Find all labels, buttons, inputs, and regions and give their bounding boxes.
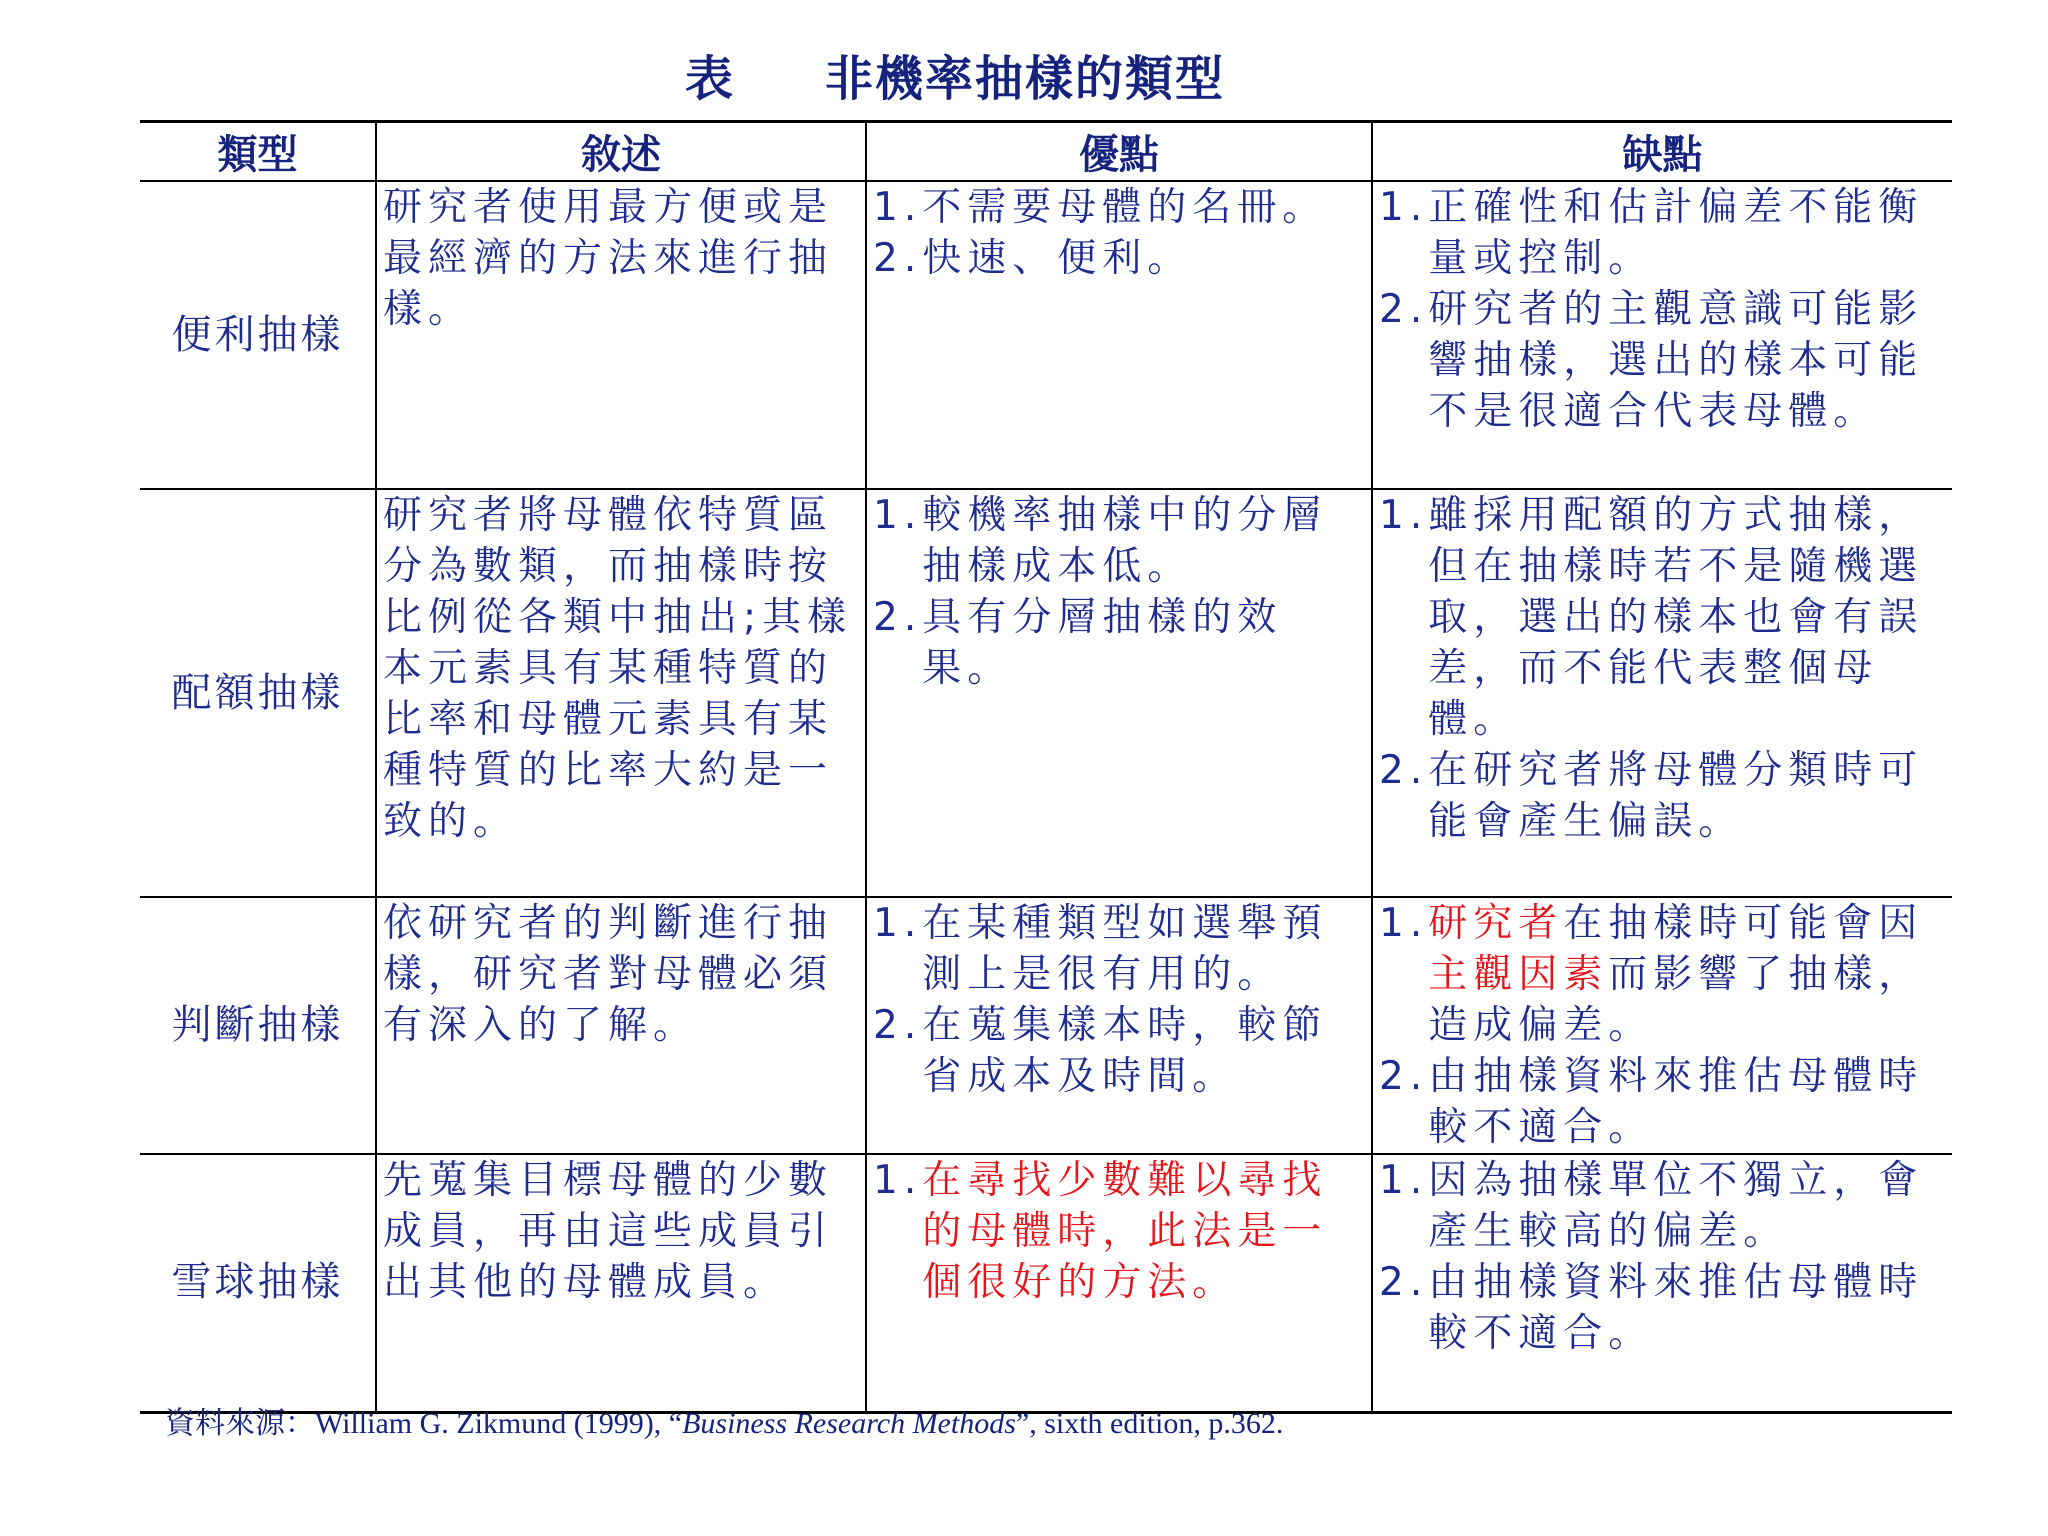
table-row <box>140 897 1952 1154</box>
source-tail: ”, sixth edition, p.362. <box>1015 1407 1284 1440</box>
item-number: 2. <box>1379 287 1429 332</box>
source-label: 資料來源： <box>165 1407 315 1440</box>
item-text: 在某種類型如選舉預測上是很有用的。 <box>922 901 1328 997</box>
highlight-text: 研究者 <box>1428 901 1564 946</box>
item-number: 1. <box>1379 901 1429 946</box>
cons-item <box>1379 1051 1946 1153</box>
plain-text: 而影響了抽樣，造成偏差。 <box>1428 952 1924 1048</box>
cons-item <box>1379 1257 1946 1359</box>
title-text: 非機率抽樣的類型 <box>825 51 1226 107</box>
sampling-types-table <box>140 120 1952 1414</box>
cons-item <box>1379 745 1946 847</box>
pros-item <box>873 182 1365 233</box>
item-text: 由抽樣資料來推估母體時較不適合。 <box>1428 1260 1924 1356</box>
item-number: 2. <box>1379 748 1429 793</box>
item-text: 由抽樣資料來推估母體時較不適合。 <box>1428 1054 1924 1150</box>
item-number: 1. <box>1379 493 1429 538</box>
type-cell: 便利抽樣 <box>140 181 376 489</box>
description-cell: 研究者將母體依特質區分為數類，而抽樣時按比例從各類中抽出;其樣本元素具有某種特質的比率和母體元素具有某種特質的比率大約是一致的。 <box>376 489 866 897</box>
item-text: 快速、便利。 <box>922 236 1193 281</box>
pros-cell <box>866 181 1372 489</box>
item-number: 2. <box>873 1003 923 1048</box>
pros-cell <box>866 897 1372 1154</box>
item-text: 不需要母體的名冊。 <box>922 185 1328 230</box>
item-number: 1. <box>873 185 923 230</box>
table-row <box>140 181 1952 489</box>
item-number: 2. <box>1379 1260 1429 1305</box>
pros-item <box>873 490 1365 592</box>
pros-item <box>873 1000 1365 1102</box>
cons-item <box>1379 898 1946 1051</box>
highlight-text: 主觀因素 <box>1428 952 1609 997</box>
table-row <box>140 1154 1952 1412</box>
header-cons: 缺點 <box>1372 122 1952 182</box>
header-type: 類型 <box>140 122 376 182</box>
type-cell: 判斷抽樣 <box>140 897 376 1154</box>
item-number: 2. <box>1379 1054 1429 1099</box>
item-number: 1. <box>873 901 923 946</box>
pros-item <box>873 233 1365 284</box>
cons-cell <box>1372 181 1952 489</box>
item-text: 正確性和估計偏差不能衡量或控制。 <box>1428 185 1924 281</box>
pros-item <box>873 898 1365 1000</box>
item-text <box>1428 898 1946 1051</box>
item-text: 研究者的主觀意識可能影響抽樣，選出的樣本可能不是很適合代表母體。 <box>1428 287 1924 434</box>
type-cell: 配額抽樣 <box>140 489 376 897</box>
item-number: 2. <box>873 236 923 281</box>
table-row <box>140 489 1952 897</box>
pros-item <box>873 1155 1365 1308</box>
item-number: 1. <box>1379 185 1429 230</box>
source-book-title: Business Research Methods <box>682 1407 1016 1440</box>
item-number: 1. <box>873 1158 923 1203</box>
source-author: William G. Zikmund (1999), “ <box>315 1407 683 1440</box>
item-number: 1. <box>1379 1158 1429 1203</box>
cons-item <box>1379 284 1946 437</box>
title-prefix: 表 <box>684 51 735 107</box>
item-text: 在研究者將母體分類時可能會產生偏誤。 <box>1428 748 1924 844</box>
cons-item <box>1379 182 1946 284</box>
pros-cell <box>866 1154 1372 1412</box>
header-pros: 優點 <box>866 122 1372 182</box>
highlight-text: 在尋找少數難以尋找的母體時，此法是一個很好的方法。 <box>922 1158 1328 1305</box>
item-text: 較機率抽樣中的分層抽樣成本低。 <box>922 493 1328 589</box>
pros-cell <box>866 489 1372 897</box>
header-row <box>140 122 1952 182</box>
item-text: 雖採用配額的方式抽樣，但在抽樣時若不是隨機選取，選出的樣本也會有誤差，而不能代表整個母體。 <box>1428 493 1924 742</box>
description-cell: 先蒐集目標母體的少數成員，再由這些成員引出其他的母體成員。 <box>376 1154 866 1412</box>
item-text: 在蒐集樣本時，較節省成本及時間。 <box>922 1003 1328 1099</box>
plain-text: 在抽樣時可能會因 <box>1563 901 1924 946</box>
cons-item <box>1379 490 1946 745</box>
header-description: 敘述 <box>376 122 866 182</box>
cons-cell <box>1372 897 1952 1154</box>
item-text: 因為抽樣單位不獨立，會產生較高的偏差。 <box>1428 1158 1924 1254</box>
description-cell: 研究者使用最方便或是最經濟的方法來進行抽樣。 <box>376 181 866 489</box>
item-text: 具有分層抽樣的效果。 <box>922 595 1283 691</box>
item-number: 1. <box>873 493 923 538</box>
description-cell: 依研究者的判斷進行抽樣，研究者對母體必須有深入的了解。 <box>376 897 866 1154</box>
table-title <box>0 40 1910 109</box>
cons-cell <box>1372 489 1952 897</box>
type-cell: 雪球抽樣 <box>140 1154 376 1412</box>
item-number: 2. <box>873 595 923 640</box>
cons-cell <box>1372 1154 1952 1412</box>
pros-item <box>873 592 1365 694</box>
source-citation <box>165 1398 1283 1442</box>
cons-item <box>1379 1155 1946 1257</box>
